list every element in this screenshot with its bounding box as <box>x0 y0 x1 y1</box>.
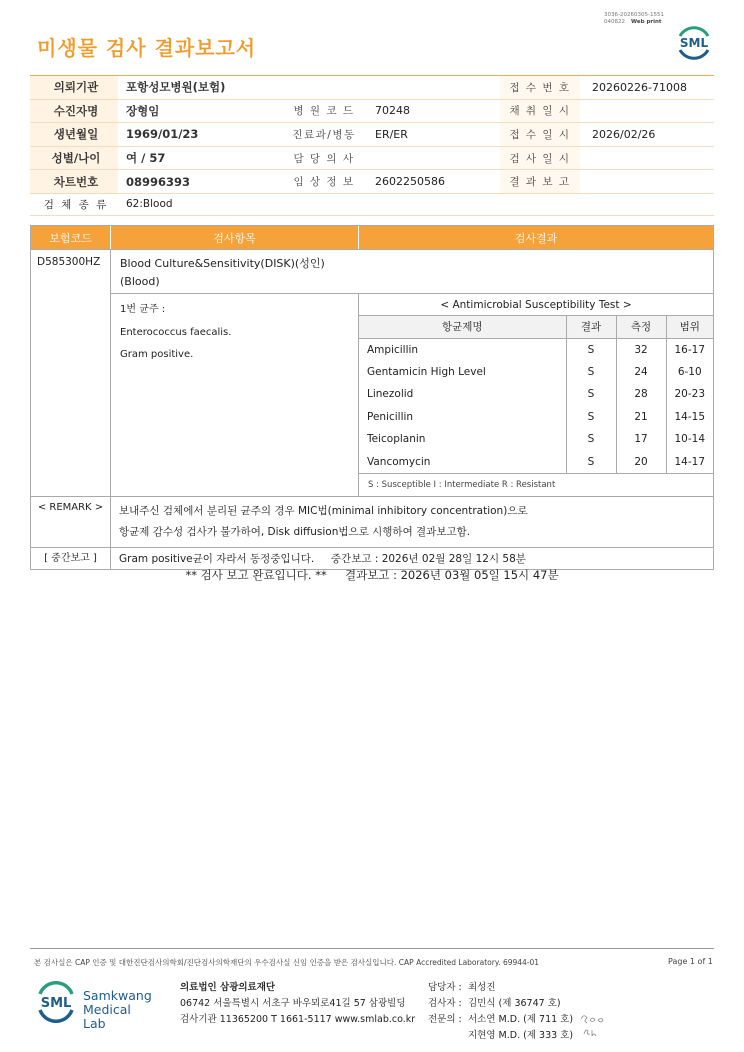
antibiotic-name: Penicillin <box>367 410 414 423</box>
ast-row <box>359 428 713 451</box>
lab-name-line1: Samkwang <box>83 988 152 1003</box>
info-row <box>30 147 714 171</box>
staff-row <box>428 996 573 1012</box>
info-row <box>30 100 714 124</box>
info-label: 생년월일 <box>30 123 118 146</box>
info-label: 검 사 일 시 <box>500 147 580 170</box>
test-block <box>31 249 713 496</box>
info-value: 70248 <box>375 104 410 118</box>
ast-legend: S : Susceptible I : Intermediate R : Resistant <box>368 479 556 490</box>
remark-label: < REMARK > <box>31 497 111 547</box>
results-header <box>31 226 713 249</box>
gram-stain: Gram positive. <box>120 349 194 360</box>
ast-result: S <box>566 451 616 474</box>
ast-range: 14-15 <box>666 406 713 429</box>
antibiotic-name: Gentamicin High Level <box>367 365 486 378</box>
info-label: 성별/나이 <box>30 147 118 170</box>
info-label: 채 취 일 시 <box>500 100 580 123</box>
info-value: ER/ER <box>375 127 408 141</box>
info-value: 장형임 <box>126 103 160 118</box>
header-test-item: 검사항목 <box>111 226 359 249</box>
ast-table <box>359 316 713 474</box>
test-name <box>111 250 713 294</box>
foundation-name: 의료법인 삼광의료재단 <box>180 982 276 993</box>
ast-column-header: 결과 <box>566 316 616 338</box>
staff-name: 지현영 M.D. (제 333 호) <box>468 1030 574 1041</box>
info-row <box>30 76 714 100</box>
ast-measure: 21 <box>616 406 666 429</box>
ast-column-header: 범위 <box>666 316 713 338</box>
staff-role: 검사자 : <box>428 998 462 1009</box>
info-label: 임 상 정 보 <box>293 176 355 189</box>
sml-footer-logo-icon <box>36 980 76 1024</box>
ast-result: S <box>566 338 616 361</box>
final-report-status: ** 검사 보고 완료입니다. ** 결과보고 : 2026년 03월 05일 15시 47분 <box>185 568 559 582</box>
patient-info-table <box>30 75 714 216</box>
specimen-label: 검 체 종 류 <box>43 198 109 211</box>
staff-row <box>428 1012 573 1028</box>
ast-measure: 32 <box>616 338 666 361</box>
ast-range: 10-14 <box>666 428 713 451</box>
interim-label: [ 중간보고 ] <box>31 548 111 569</box>
results-table <box>30 225 714 570</box>
test-name-line2: (Blood) <box>120 275 160 288</box>
antibiotic-name: Vancomycin <box>359 451 566 474</box>
ast-title: < Antimicrobial Susceptibility Test > <box>359 294 713 316</box>
ast-result: S <box>566 406 616 429</box>
ast-row <box>359 361 713 384</box>
samkwang-logo <box>36 980 156 1031</box>
doc-id-line1: 3036-20260305-1551 <box>604 12 664 18</box>
ast-measure: 24 <box>616 361 666 384</box>
ast-row <box>359 383 713 406</box>
footer-divider <box>30 948 714 949</box>
staff-role: 담당자 : <box>428 982 462 993</box>
info-label: 진료과/병동 <box>292 128 356 141</box>
lab-name <box>83 989 156 1031</box>
info-value: 2026/02/26 <box>592 127 656 141</box>
ast-result: S <box>566 383 616 406</box>
lab-address <box>180 980 415 1028</box>
antibiotic-name: Teicoplanin <box>367 433 426 446</box>
staff-row <box>428 1028 573 1044</box>
remark-line2: 항균제 감수성 검사가 불가하여, Disk diffusion법으로 시행하여 결과보고함. <box>119 525 471 538</box>
remark-row <box>31 496 713 547</box>
organism-number: 1번 균주 : <box>120 304 166 315</box>
ast-row <box>359 338 713 361</box>
info-label: 담 당 의 사 <box>293 152 355 165</box>
ast-range: 14-17 <box>666 451 713 474</box>
staff-name: 김민식 (제 36747 호) <box>468 998 561 1009</box>
specimen-value: 62:Blood <box>126 198 173 211</box>
sml-logo-icon <box>674 22 714 62</box>
staff-list <box>428 980 573 1044</box>
info-row <box>30 170 714 194</box>
contact-line: 검사기관 11365200 T 1661-5117 www.smlab.co.kr <box>180 1014 416 1025</box>
document-id <box>604 12 664 26</box>
staff-role: 전문의 : <box>428 1014 462 1025</box>
test-name-line1: Blood Culture&Sensitivity(DISK)(성인) <box>120 257 325 270</box>
info-label: 접 수 번 호 <box>500 76 580 99</box>
organism-name: Enterococcus faecalis. <box>120 326 232 338</box>
signature-mark <box>578 1010 608 1040</box>
remark-line1: 보내주신 검체에서 분리된 균주의 경우 MIC법(minimal inhibitory concentration)으로 <box>119 504 528 517</box>
ast-column-header: 항균제명 <box>359 316 566 338</box>
susceptibility-panel <box>359 294 713 496</box>
ast-range: 20-23 <box>666 383 713 406</box>
test-code: D585300HZ <box>31 250 111 496</box>
info-label: 수진자명 <box>30 100 118 123</box>
staff-role <box>428 1028 468 1044</box>
footer-logo-abbr: SML <box>40 996 72 1011</box>
ast-result: S <box>566 361 616 384</box>
certification-text: 본 검사실은 CAP 인증 및 대한진단검사의학회/진단검사의학재단의 우수검사실 신임 인증을 받은 검사실입니다. CAP Accredited Laboratory. 69944-01 <box>34 958 540 967</box>
ast-measure: 17 <box>616 428 666 451</box>
organism-info <box>111 294 359 496</box>
info-label: 병 원 코 드 <box>293 105 355 118</box>
info-label: 의뢰기관 <box>30 76 118 99</box>
ast-measure: 28 <box>616 383 666 406</box>
info-row <box>30 123 714 147</box>
header-test-result: 검사결과 <box>514 231 558 245</box>
ast-row <box>359 451 713 474</box>
staff-row <box>428 980 573 996</box>
doc-id-line2: 040822 <box>604 19 625 25</box>
info-value: 포항성모병원(보험) <box>126 80 226 95</box>
ast-measure: 20 <box>616 451 666 474</box>
interim-text: Gram positive균이 자라서 동정중입니다. 중간보고 : 2026년 02월 28일 12시 58분 <box>119 552 526 565</box>
ast-result: S <box>566 428 616 451</box>
staff-name: 서소연 M.D. (제 711 호) <box>468 1014 574 1025</box>
info-value: 1969/01/23 <box>126 127 199 142</box>
info-label: 차트번호 <box>30 170 118 193</box>
info-value: 여 / 57 <box>126 151 166 166</box>
lab-name-line2: Medical Lab <box>83 1002 131 1031</box>
info-label: 결 과 보 고 <box>500 170 580 193</box>
interim-report-row <box>31 547 713 569</box>
info-value: 20260226-71008 <box>592 80 687 94</box>
info-label: 접 수 일 시 <box>500 123 580 146</box>
info-value: 2602250586 <box>375 175 445 189</box>
antibiotic-name: Ampicillin <box>367 343 419 356</box>
address-line: 06742 서울특별시 서초구 바우뫼로41길 57 삼광빌딩 <box>180 998 406 1009</box>
specimen-row <box>30 194 714 216</box>
web-print-label: Web print <box>631 19 662 25</box>
sml-logo-text: SML <box>679 36 709 50</box>
ast-column-header: 측정 <box>616 316 666 338</box>
ast-range: 6-10 <box>666 361 713 384</box>
info-value: 08996393 <box>126 174 191 189</box>
antibiotic-name: Linezolid <box>367 388 414 401</box>
page-number: Page 1 of 1 <box>668 957 713 966</box>
report-title: 미생물 검사 결과보고서 <box>37 36 257 60</box>
ast-row <box>359 406 713 429</box>
ast-range: 16-17 <box>666 338 713 361</box>
staff-name: 최성진 <box>468 982 496 993</box>
header-insurance-code: 보험코드 <box>31 226 111 249</box>
